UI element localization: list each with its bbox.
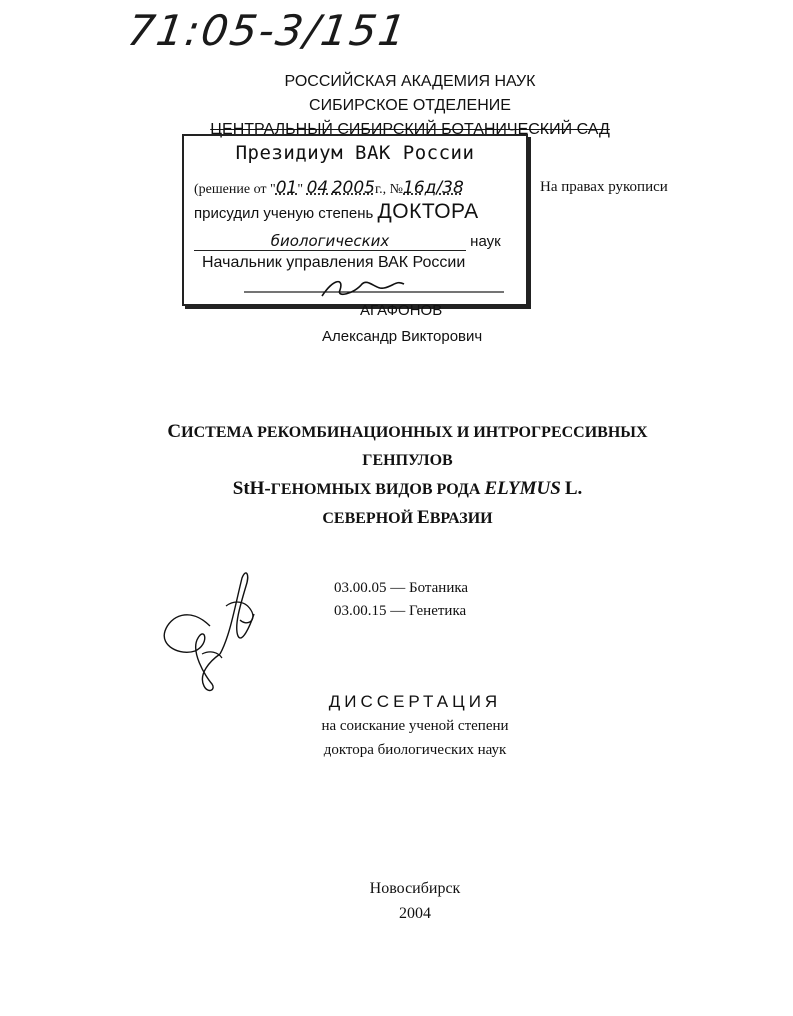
dissertation-line-2: доктора биологических наук — [323, 742, 507, 758]
specialties — [334, 577, 468, 623]
title-line-3 — [120, 475, 695, 504]
title-genus: ELYMUS — [484, 478, 561, 499]
degree-level: ДОКТОРА — [377, 200, 479, 223]
title-line-4-rest: ВРАЗИИ — [429, 510, 493, 527]
year: 2004 — [399, 905, 431, 922]
decision-number: 16д/38 — [403, 178, 464, 198]
stamp-field-line — [194, 232, 524, 251]
decision-year-suffix: г., № — [374, 182, 404, 197]
dissertation-line-1: на соискание ученой степени — [321, 718, 509, 734]
decision-prefix: (решение от " — [194, 182, 276, 197]
archive-code: 71:05-3/151 — [124, 6, 411, 55]
title-line-2: ГЕНПУЛОВ — [362, 452, 453, 469]
decision-year: 2005 — [331, 178, 375, 198]
stamp-title: Президиум ВАК России — [235, 142, 475, 164]
title-line-3-mid: ГЕНОМНЫХ ВИДОВ РОДА — [270, 481, 481, 498]
rights-note: На правах рукописи — [540, 179, 668, 195]
institution-header — [180, 70, 640, 142]
garden-name: ЦЕНТРАЛЬНЫЙ СИБИРСКИЙ БОТАНИЧЕСКИЙ САД — [210, 121, 610, 138]
academy-name: РОССИЙСКАЯ АКАДЕМИЯ НАУК — [284, 73, 536, 90]
branch-name: СИБИРСКОЕ ОТДЕЛЕНИЕ — [309, 97, 511, 114]
title-line-1 — [120, 418, 695, 447]
title-line-4-initial: Е — [417, 507, 430, 528]
place-year — [200, 876, 630, 926]
dissertation-block — [200, 690, 630, 762]
stamp-signature — [244, 276, 504, 300]
author-name: Александр Викторович — [322, 328, 483, 345]
title-line-3-suffix: L. — [564, 478, 583, 499]
decision-month: 04 — [306, 178, 329, 198]
title-line-1-initial: С — [167, 421, 182, 442]
dissertation-label: ДИССЕРТАЦИЯ — [328, 692, 502, 711]
title-line-4-first: СЕВЕРНОЙ — [322, 510, 414, 527]
thesis-title — [120, 418, 695, 533]
specialty-item: 03.00.15 — Генетика — [334, 603, 467, 619]
vak-stamp — [182, 134, 528, 306]
author-surname: АГАФОНОВ — [360, 302, 443, 319]
stamp-decision-line — [194, 178, 524, 198]
city: Новосибирск — [369, 880, 461, 897]
author-signature — [150, 566, 260, 696]
title-line-3-prefix: StH- — [232, 478, 271, 499]
degree-field: биологических — [194, 232, 466, 251]
title-line-4 — [120, 504, 695, 533]
title-line-1-rest: ИСТЕМА РЕКОМБИНАЦИОННЫХ И ИНТРОГРЕССИВНЫХ — [181, 424, 648, 441]
decision-separator: " — [297, 182, 304, 197]
stamp-degree-line — [194, 200, 524, 224]
degree-field-suffix: наук — [470, 233, 501, 250]
specialty-item: 03.00.05 — Ботаника — [334, 580, 469, 596]
decision-day: 01 — [275, 178, 298, 198]
degree-prefix: присудил ученую степень — [194, 205, 374, 222]
stamp-head-title: Начальник управления ВАК России — [202, 254, 466, 271]
